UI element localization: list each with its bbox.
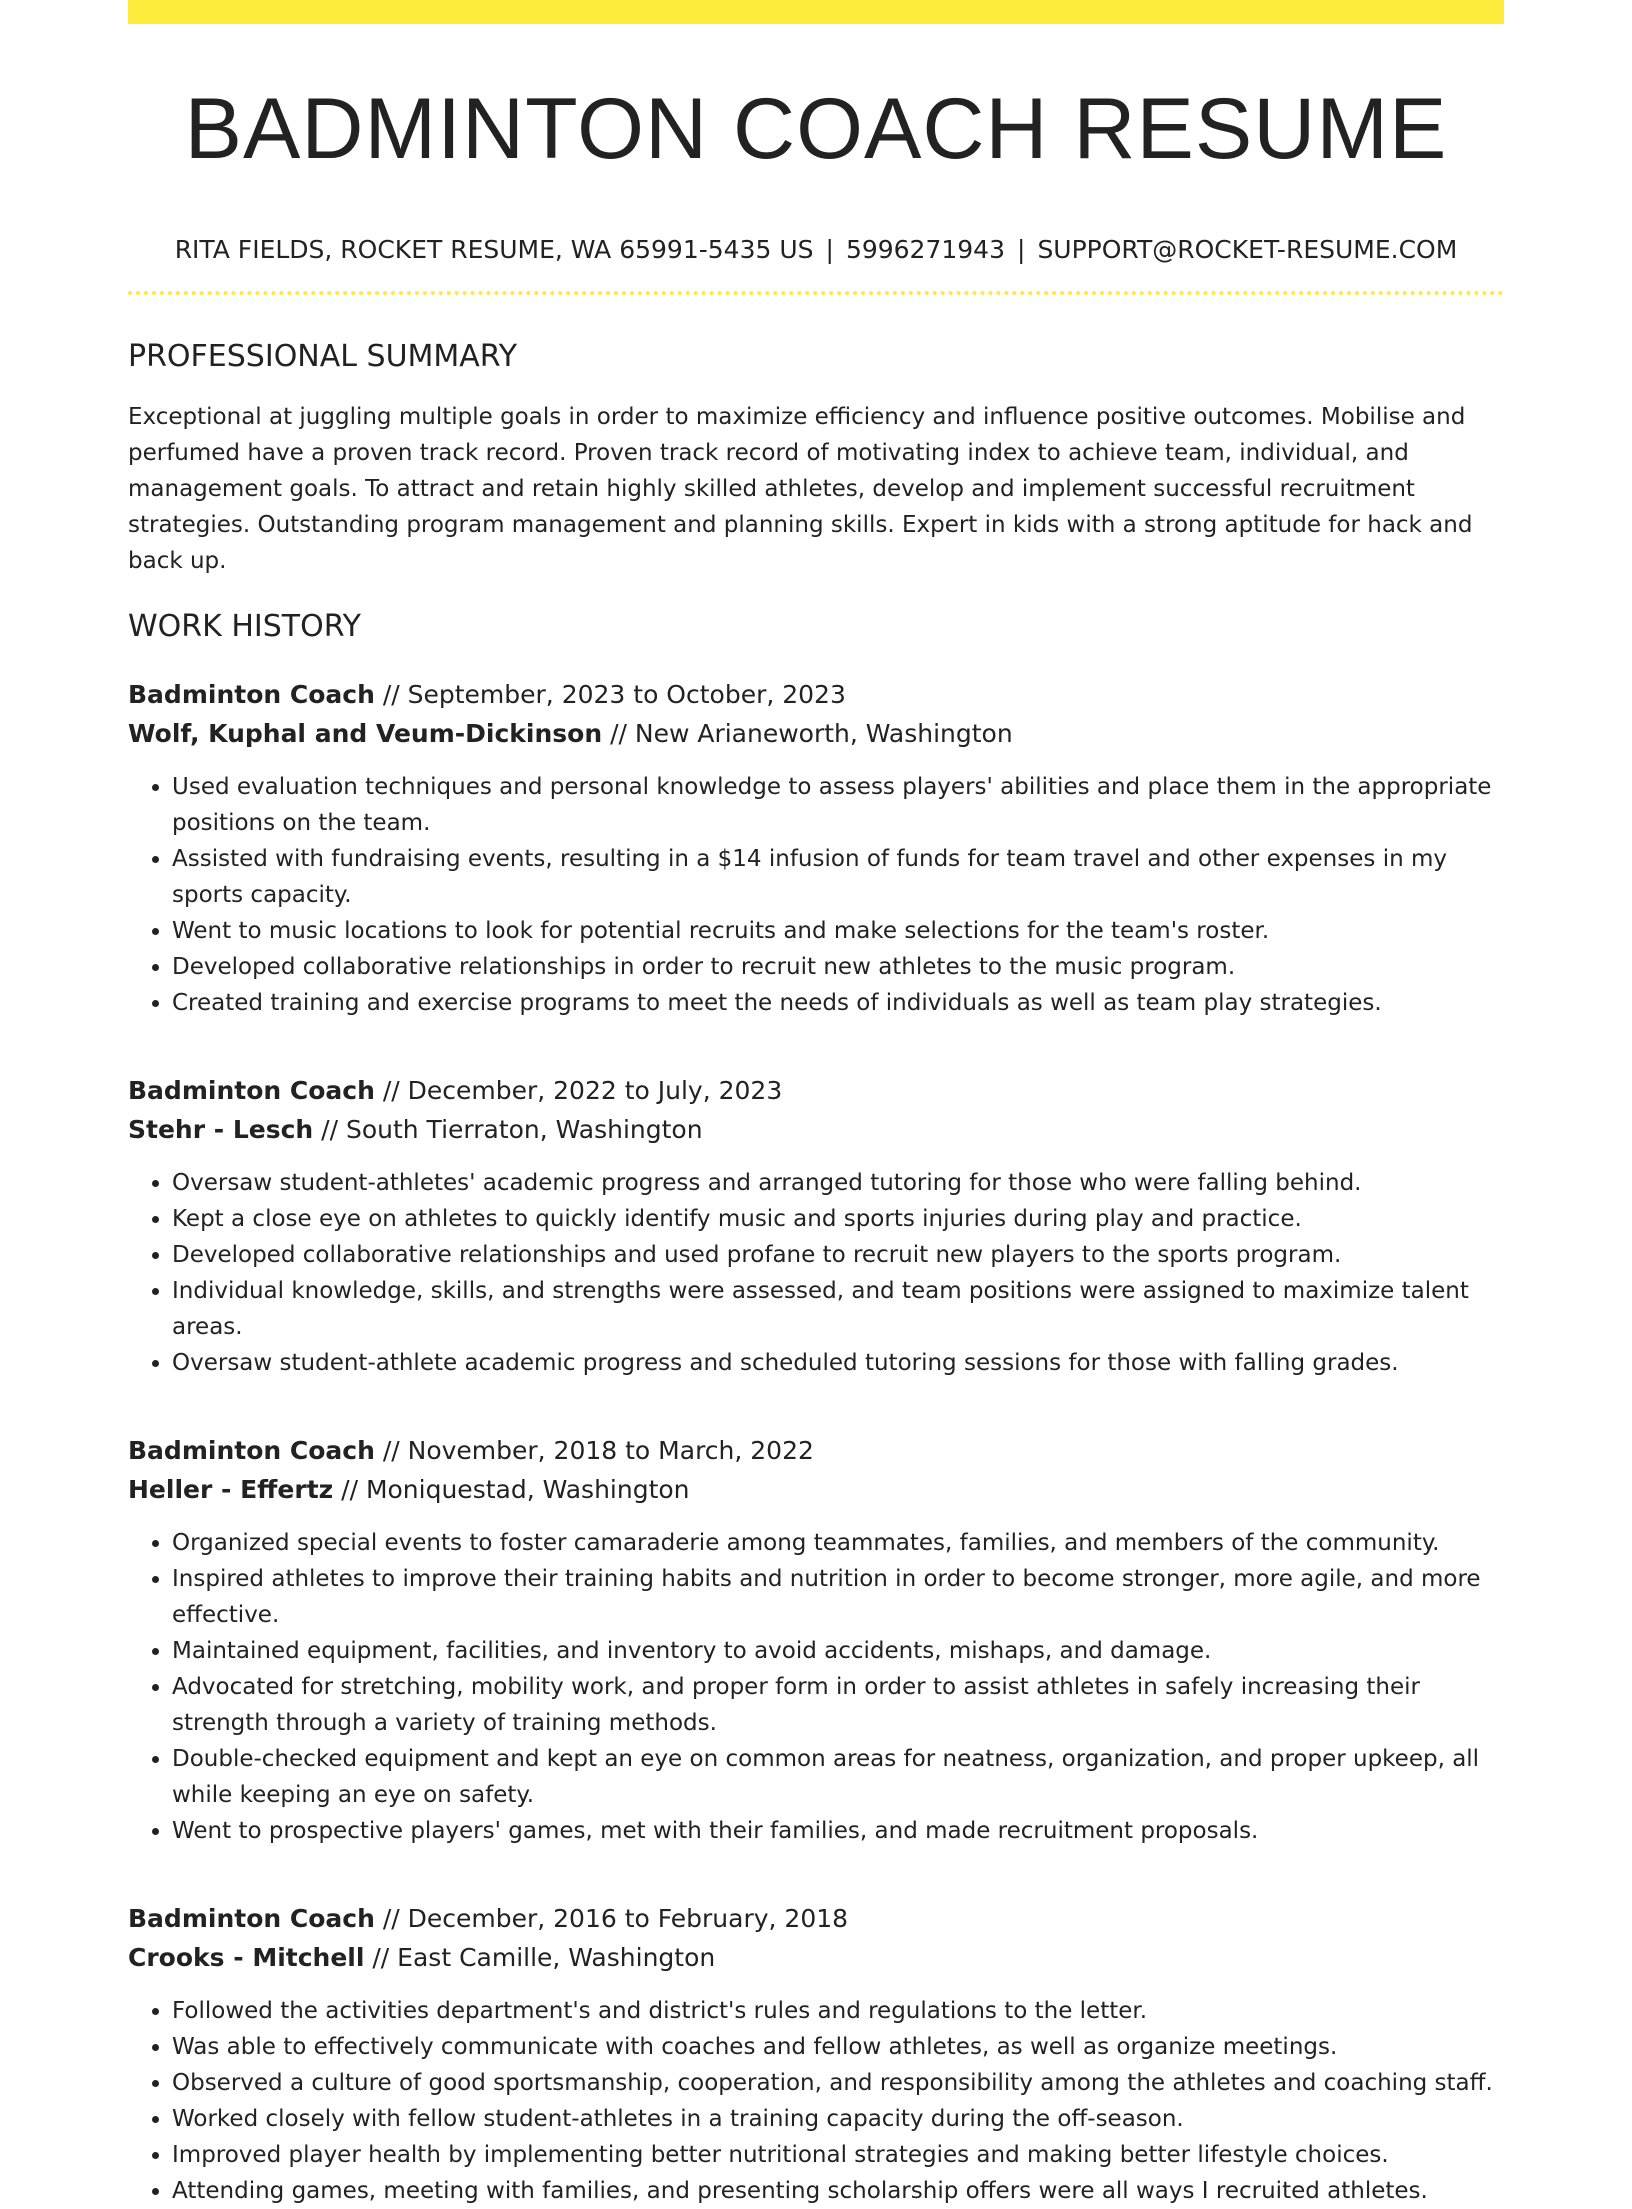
job-bullet: • Advocated for stretching, mobility work, and proper form in order to assist athletes in safely increasing their strength through a variety of training methods. xyxy=(172,1669,1504,1741)
job-bullet: • Developed collaborative relationships and used profane to recruit new players to the sports program. xyxy=(172,1237,1504,1273)
job-bullet: • Used evaluation techniques and personal knowledge to assess players' abilities and place them in the appropriate positions on the team. xyxy=(172,769,1504,841)
job-entry xyxy=(128,1071,1504,1381)
job-bullet: • Oversaw student-athletes' academic progress and arranged tutoring for those who were falling behind. xyxy=(172,1165,1504,1201)
job-location: // East Camille, Washington xyxy=(364,1942,716,1972)
job-bullets xyxy=(128,1525,1504,1849)
job-entry xyxy=(128,1899,1504,2209)
job-company: Crooks - Mitchell xyxy=(128,1942,365,1972)
job-company-line xyxy=(128,714,1504,753)
job-bullet: • Inspired athletes to improve their training habits and nutrition in order to become stronger, more agile, and more effective. xyxy=(172,1561,1504,1633)
job-location: // South Tierraton, Washington xyxy=(313,1114,703,1144)
contact-address: RITA FIELDS, ROCKET RESUME, WA 65991-5435 US xyxy=(174,234,814,264)
job-bullet: • Kept a close eye on athletes to quickly identify music and sports injuries during play and practice. xyxy=(172,1201,1504,1237)
resume-title: BADMINTON COACH RESUME xyxy=(184,81,1448,177)
job-bullet: • Double-checked equipment and kept an eye on common areas for neatness, organization, and proper upkeep, all while keeping an eye on safety. xyxy=(172,1741,1504,1813)
contact-separator: | xyxy=(825,234,834,264)
job-bullets xyxy=(128,769,1504,1021)
job-company-line xyxy=(128,1938,1504,1977)
job-title-line xyxy=(128,675,1504,714)
job-bullet: • Went to music locations to look for potential recruits and make selections for the team's roster. xyxy=(172,913,1504,949)
dotted-divider xyxy=(128,291,1504,295)
job-bullet: • Improved player health by implementing better nutritional strategies and making better lifestyle choices. xyxy=(172,2137,1504,2173)
contact-phone: 5996271943 xyxy=(845,234,1005,264)
job-location: // Moniquestad, Washington xyxy=(333,1474,690,1504)
job-bullet: • Created training and exercise programs to meet the needs of individuals as well as team play strategies. xyxy=(172,985,1504,1021)
summary-text: Exceptional at juggling multiple goals in order to maximize efficiency and influence positive outcomes. Mobilise and perfumed have a proven track record. Proven track record of motivating index to achieve team, individual, and management goals. To attract and retain highly skilled athletes, develop and implement successful recruitment strategies. Outstanding program management and planning skills. Expert in kids with a strong aptitude for hack and back up. xyxy=(128,403,1473,574)
job-title-line xyxy=(128,1071,1504,1110)
job-company-line xyxy=(128,1110,1504,1149)
job-title-line xyxy=(128,1431,1504,1470)
job-dates: // December, 2016 to February, 2018 xyxy=(374,1903,849,1933)
contact-line xyxy=(128,235,1504,265)
work-history-heading: WORK HISTORY xyxy=(128,608,361,644)
job-bullet: • Attending games, meeting with families, and presenting scholarship offers were all ways I recruited athletes. xyxy=(172,2173,1504,2209)
job-bullet: • Maintained equipment, facilities, and inventory to avoid accidents, mishaps, and damage. xyxy=(172,1633,1504,1669)
contact-email: SUPPORT@ROCKET-RESUME.COM xyxy=(1037,234,1458,264)
job-company-line xyxy=(128,1470,1504,1509)
job-bullets xyxy=(128,1165,1504,1381)
job-title-line xyxy=(128,1899,1504,1938)
job-bullet: • Assisted with fundraising events, resulting in a $14 infusion of funds for team travel and other expenses in my sports capacity. xyxy=(172,841,1504,913)
job-bullets xyxy=(128,1993,1504,2209)
job-bullet: • Oversaw student-athlete academic progress and scheduled tutoring sessions for those with falling grades. xyxy=(172,1345,1504,1381)
job-entry xyxy=(128,675,1504,1021)
contact-separator: | xyxy=(1017,234,1026,264)
job-company: Heller - Effertz xyxy=(128,1474,334,1504)
job-title: Badminton Coach xyxy=(128,1075,375,1105)
job-bullet: • Worked closely with fellow student-athletes in a training capacity during the off-season. xyxy=(172,2101,1504,2137)
job-title: Badminton Coach xyxy=(128,679,375,709)
job-company: Wolf, Kuphal and Veum-Dickinson xyxy=(128,718,603,748)
job-bullet: • Followed the activities department's and district's rules and regulations to the letter. xyxy=(172,1993,1504,2029)
top-accent-bar xyxy=(128,0,1504,24)
job-dates: // November, 2018 to March, 2022 xyxy=(374,1435,814,1465)
job-company: Stehr - Lesch xyxy=(128,1114,314,1144)
job-dates: // September, 2023 to October, 2023 xyxy=(374,679,846,709)
job-entry xyxy=(128,1431,1504,1849)
job-bullet: • Observed a culture of good sportsmanship, cooperation, and responsibility among the athletes and coaching staff. xyxy=(172,2065,1504,2101)
job-location: // New Arianeworth, Washington xyxy=(602,718,1013,748)
summary-heading: PROFESSIONAL SUMMARY xyxy=(128,338,518,374)
resume-content xyxy=(128,24,1504,2209)
job-bullet: • Individual knowledge, skills, and strengths were assessed, and team positions were assigned to maximize talent areas. xyxy=(172,1273,1504,1345)
job-title: Badminton Coach xyxy=(128,1435,375,1465)
job-bullet: • Was able to effectively communicate with coaches and fellow athletes, as well as organize meetings. xyxy=(172,2029,1504,2065)
job-title: Badminton Coach xyxy=(128,1903,375,1933)
job-bullet: • Went to prospective players' games, met with their families, and made recruitment proposals. xyxy=(172,1813,1504,1849)
job-bullet: • Organized special events to foster camaraderie among teammates, families, and members of the community. xyxy=(172,1525,1504,1561)
job-dates: // December, 2022 to July, 2023 xyxy=(374,1075,783,1105)
job-bullet: • Developed collaborative relationships in order to recruit new athletes to the music program. xyxy=(172,949,1504,985)
